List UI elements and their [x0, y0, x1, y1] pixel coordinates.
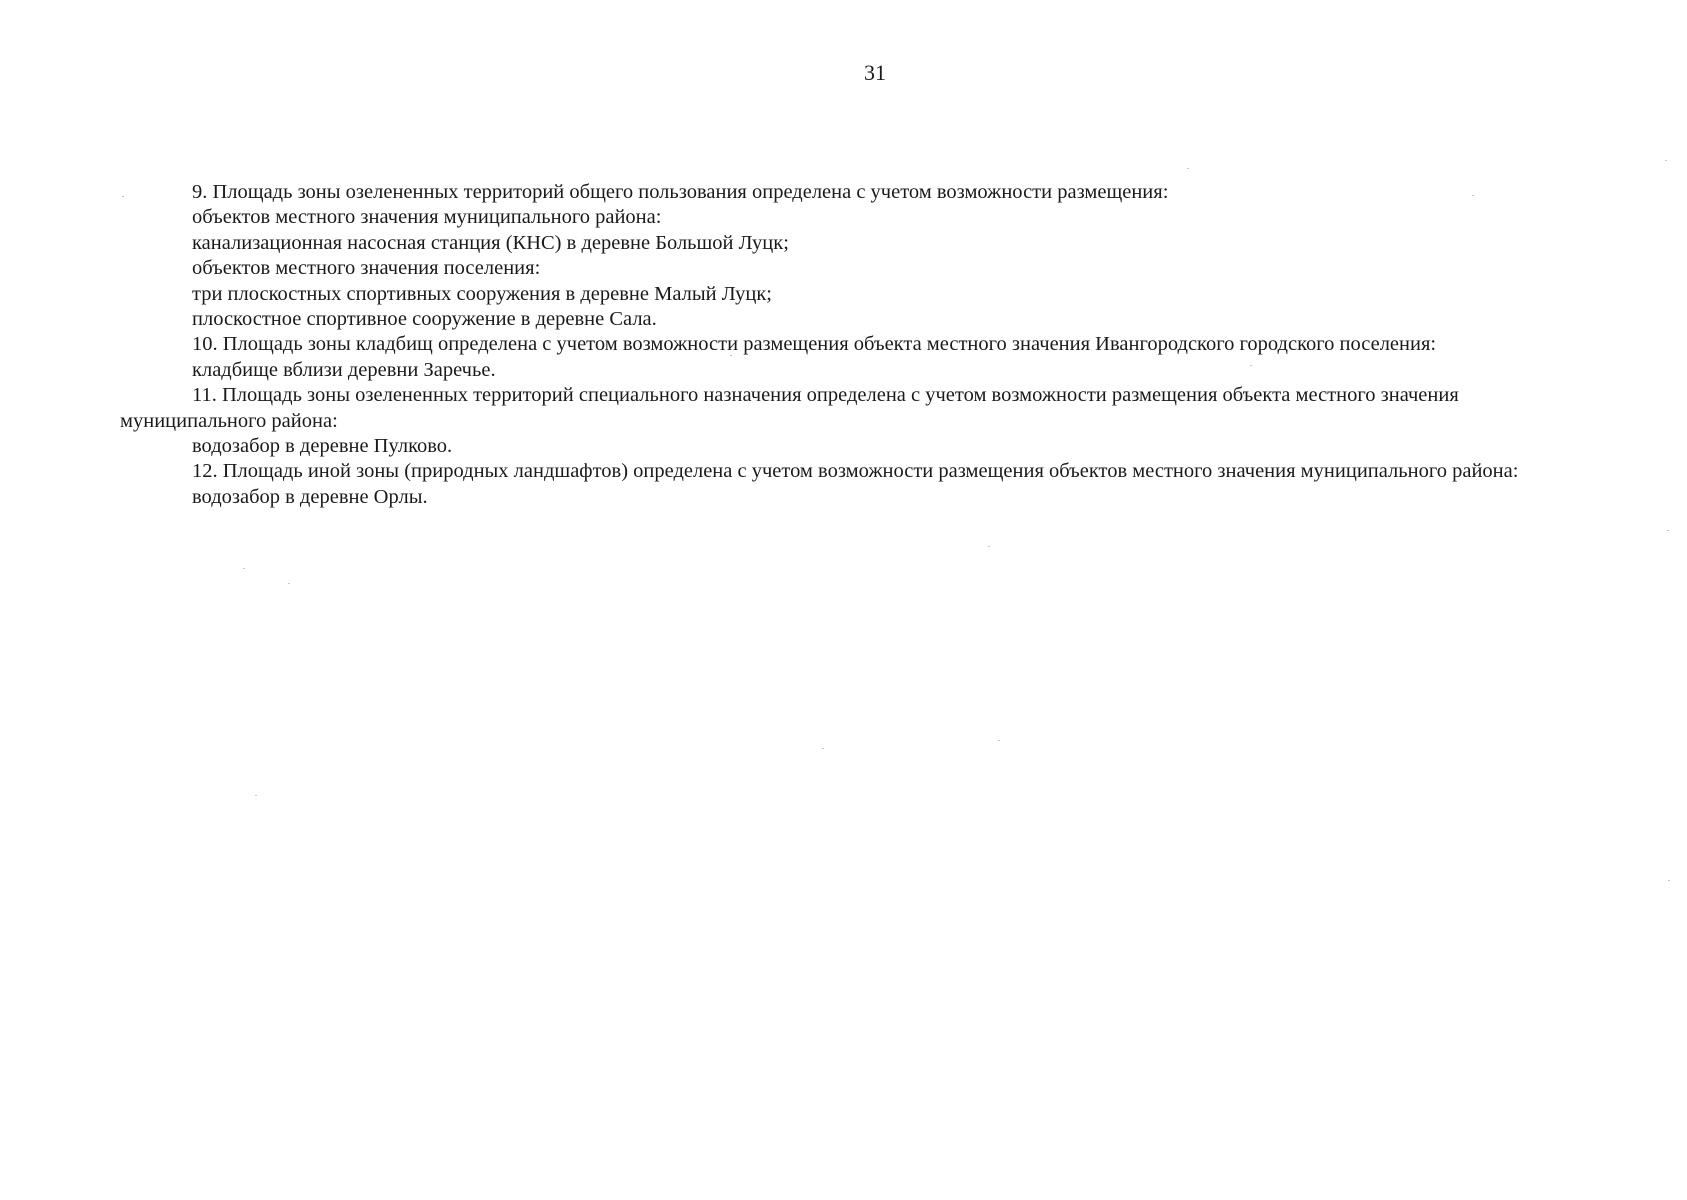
text-line: кладбище вблизи деревни Заречье.	[192, 358, 496, 381]
text-line: три плоскостных спортивных сооружения в деревне Малый Луцк;	[192, 282, 772, 305]
scan-speck	[822, 748, 824, 749]
text-line: канализационная насосная станция (КНС) в деревне Большой Луцк;	[192, 231, 789, 254]
text-line: водозабор в деревне Пулково.	[192, 435, 453, 458]
scan-speck	[1250, 365, 1252, 366]
scan-speck	[1187, 168, 1189, 169]
scan-speck	[122, 196, 124, 197]
text-line: объектов местного значения поселения:	[192, 257, 541, 280]
scan-speck	[1472, 195, 1474, 196]
scan-speck	[730, 355, 732, 356]
scan-speck	[1668, 880, 1670, 881]
scan-speck	[243, 568, 245, 569]
paragraph-11-heading: 11. Площадь зоны озелененных территорий специального назначения определена с учетом возможности размещения объекта местного значения	[192, 384, 1459, 407]
scan-speck	[288, 583, 290, 584]
scan-speck	[988, 546, 990, 547]
scan-speck	[998, 740, 1000, 741]
paragraph-12-heading: 12. Площадь иной зоны (природных ландшафтов) определена с учетом возможности размещения объектов местного значения муниципального района:	[192, 460, 1519, 483]
paragraph-9-heading: 9. Площадь зоны озелененных территорий общего пользования определена с учетом возможности размещения:	[192, 181, 1169, 203]
page-number: 31	[864, 60, 886, 85]
scan-speck	[1667, 530, 1669, 531]
text-line: плоскостное спортивное сооружение в деревне Сала.	[192, 308, 657, 331]
text-line: объектов местного значения муниципального района:	[192, 206, 662, 229]
text-line: водозабор в деревне Орлы.	[192, 485, 428, 508]
paragraph-10-heading: 10. Площадь зоны кладбищ определена с учетом возможности размещения объекта местного значения Ивангородского городского поселения:	[192, 333, 1437, 356]
scan-speck	[1665, 160, 1667, 161]
text-line-continuation: муниципального района:	[120, 409, 338, 432]
scan-speck	[255, 795, 257, 796]
document-body	[120, 180, 1680, 510]
